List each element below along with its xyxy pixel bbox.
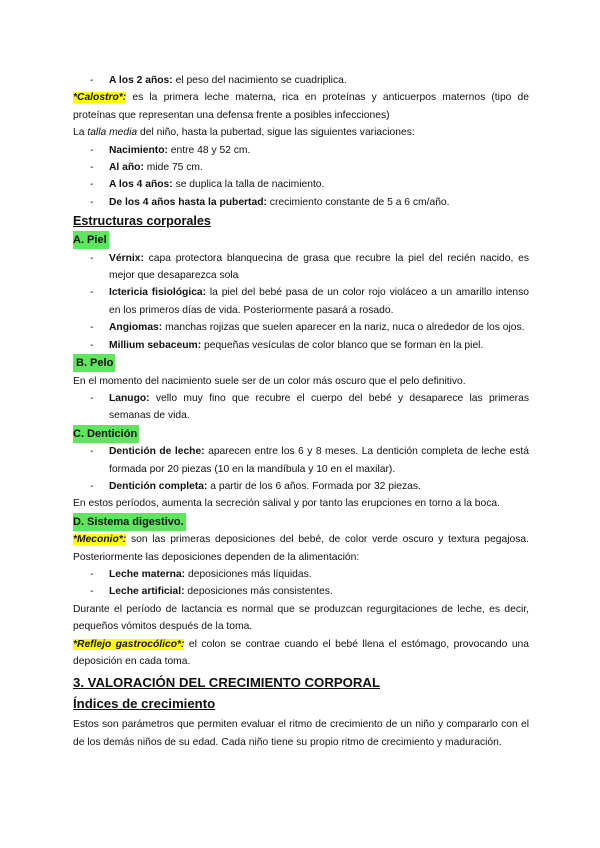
- denticion-heading: C. Dentición: [73, 425, 139, 443]
- list-item: - De los 4 años hasta la pubertad: crecimiento constante de 5 a 6 cm/año.: [90, 196, 450, 208]
- meconio-term: *Meconio*:: [73, 534, 127, 546]
- section-title-valoracion: 3. VALORACIÓN DEL CRECIMIENTO CORPORAL: [73, 675, 380, 691]
- calostro-definition: *Calostro*: es la primera leche materna, rica en proteínas y anticuerpos maternos (tipo de proteínas que representan una defensa frente a posibles infecciones): [73, 92, 529, 121]
- denticion-heading-row: [73, 425, 529, 443]
- list-item: - Dentición de leche: aparecen entre los 6 y 8 meses. La dentición completa de leche está formada por 20 piezas (10 en la mandíbula y 10 en el maxilar).: [90, 446, 529, 475]
- meconio-definition: *Meconio*: son las primeras deposiciones del bebé, de color verde oscuro y textura pegajosa. Posteriormente las deposiciones dependen de la alimentación:: [73, 534, 529, 563]
- pelo-heading-row: [73, 354, 529, 372]
- document-page: [73, 72, 529, 751]
- list-item: - Angiomas: manchas rojizas que suelen aparecer en la nariz, nuca o alrededor de los ojos.: [90, 322, 525, 334]
- reflejo-term: *Reflejo gastrocólico*:: [73, 638, 185, 650]
- list-item: - Vérnix: capa protectora blanquecina de grasa que recubre la piel del recién nacido, es mejor que desaparezca sola: [90, 252, 529, 282]
- list-item: - Al año: mide 75 cm.: [90, 162, 203, 174]
- piel-heading-row: [73, 231, 529, 249]
- digestivo-heading: D. Sistema digestivo.: [73, 513, 186, 531]
- list-item: - Lanugo: vello muy fino que recubre el cuerpo del bebé y desaparece las primeras semanas de vida.: [90, 392, 529, 422]
- pelo-text: En el momento del nacimiento suele ser de un color más oscuro que el pelo definitivo.: [73, 375, 466, 387]
- denticion-text: En estos períodos, aumenta la secreción salival y por tanto las erupciones en torno a la boca.: [73, 498, 500, 510]
- list-item: - A los 4 años: se duplica la talla de nacimiento.: [90, 179, 325, 191]
- estructuras-heading: Estructuras corporales: [73, 214, 211, 229]
- digestivo-heading-row: [73, 513, 529, 531]
- reflejo-definition: *Reflejo gastrocólico*: el colon se contrae cuando el bebé llena el estómago, provocando una deposición en cada toma.: [73, 638, 529, 667]
- list-item: - Leche materna: deposiciones más líquidas.: [90, 568, 312, 580]
- piel-heading: A. Piel: [73, 231, 109, 249]
- calostro-term: *Calostro*:: [73, 92, 127, 104]
- indices-heading: Índices de crecimiento: [73, 696, 216, 712]
- list-item: - Millium sebaceum: pequeñas vesículas de color blanco que se forman en la piel.: [90, 339, 484, 351]
- indices-text: Estos son parámetros que permiten evaluar el ritmo de crecimiento de un niño y compararlo con el de los demás niños de su edad. Cada niño tiene su propio ritmo de crecimiento y maduración.: [73, 719, 529, 748]
- list-item: - Leche artificial: deposiciones más consistentes.: [90, 586, 333, 598]
- list-item: - Dentición completa: a partir de los 6 años. Formada por 32 piezas.: [90, 480, 421, 492]
- list-item: - A los 2 años: el peso del nacimiento se cuadriplica.: [90, 75, 347, 86]
- lactancia-text: Durante el período de lactancia es normal que se produzcan regurgitaciones de leche, es decir, pequeños vómitos después de la toma.: [73, 603, 529, 633]
- list-item: - Ictericia fisiológica: la piel del bebé pasa de un color rojo violáceo a un amarillo intenso en los primeros días de vida. Posteriormente pasará a rosado.: [90, 287, 529, 316]
- talla-intro: La talla media del niño, hasta la pubertad, sigue las siguientes variaciones:: [73, 127, 415, 139]
- pelo-heading: B. Pelo: [73, 354, 115, 372]
- list-item: - Nacimiento: entre 48 y 52 cm.: [90, 144, 251, 156]
